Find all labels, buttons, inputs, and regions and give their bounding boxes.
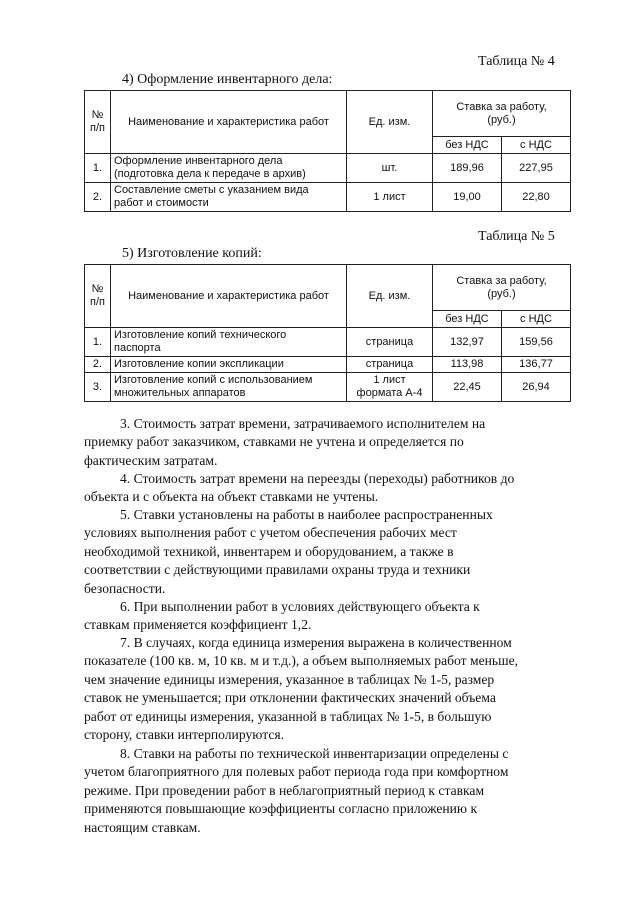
table-row	[85, 328, 571, 357]
header-rate: Ставка за работу, (руб.)	[433, 91, 571, 137]
table4-heading: 4) Оформление инвентарного дела:	[122, 72, 333, 87]
row-no-vat: 132,97	[433, 328, 502, 357]
header-name: Наименование и характеристика работ	[111, 265, 347, 328]
row-name: Изготовление копии экспликации	[111, 357, 347, 373]
row-unit: страница	[347, 328, 433, 357]
note-8: 8. Ставки на работы по технической инвентаризации определены с учетом благоприятного для полевых работ периода года при комфортном режиме. При проведении работ в неблагоприятный период к ставкам применяются повышающие коэффициенты согласно приложению к настоящим ставкам.	[84, 746, 509, 835]
row-num: 1.	[85, 154, 111, 183]
row-no-vat: 19,00	[433, 183, 502, 212]
row-vat: 136,77	[502, 357, 571, 373]
table5-heading: 5) Изготовление копий:	[122, 246, 262, 261]
row-no-vat: 113,98	[433, 357, 502, 373]
row-unit: шт.	[347, 154, 433, 183]
row-name: Изготовление копий с использованием множительных аппаратов	[111, 373, 347, 402]
table-row	[85, 357, 571, 373]
table4-caption: Таблица № 4	[478, 54, 555, 69]
row-name: Составление сметы с указанием вида работ и стоимости	[111, 183, 347, 212]
table-row	[85, 154, 571, 183]
note-4: 4. Стоимость затрат времени на переезды (переходы) работников до объекта и с объекта на объект ставками не учтены.	[84, 471, 515, 505]
row-num: 2.	[85, 357, 111, 373]
header-no-vat: без НДС	[433, 137, 502, 154]
note-5: 5. Ставки установлены на работы в наиболее распространенных условиях выполнения работ с учетом обеспечения рабочих мест необходимой техникой, инвентарем и оборудованием, а также в соответствии с действующими правилами охраны труда и техники безопасности.	[84, 507, 493, 596]
note-7: 7. В случаях, когда единица измерения выражена в количественном показателе (100 кв. м, 10 кв. м и т.д.), а объем выполняемых работ меньше, чем значение единицы измерения, указанное в таблицах № 1-5, размер ставок не уменьшается; при отклонении фактических значений объема работ от единицы измерения, указанной в таблицах № 1-5, в большую сторону, ставки интерполируются.	[84, 635, 519, 743]
note-6: 6. При выполнении работ в условиях действующего объекта к ставкам применяется коэффициент 1,2.	[84, 599, 480, 633]
row-vat: 227,95	[502, 154, 571, 183]
table-row	[85, 183, 571, 212]
table5-caption: Таблица № 5	[478, 229, 555, 244]
header-unit: Ед. изм.	[347, 91, 433, 154]
table4	[84, 90, 571, 212]
note-3: 3. Стоимость затрат времени, затрачиваемого исполнителем на приемку работ заказчиком, ставками не учтена и определяется по фактическим затратам.	[84, 416, 486, 468]
header-num: № п/п	[85, 91, 111, 154]
row-vat: 22,80	[502, 183, 571, 212]
row-vat: 159,56	[502, 328, 571, 357]
row-name: Изготовление копий технического паспорта	[111, 328, 347, 357]
row-no-vat: 22,45	[433, 373, 502, 402]
header-rate: Ставка за работу, (руб.)	[433, 265, 571, 311]
row-num: 2.	[85, 183, 111, 212]
header-vat: с НДС	[502, 311, 571, 328]
table5	[84, 264, 571, 402]
header-vat: с НДС	[502, 137, 571, 154]
table-row	[85, 373, 571, 402]
row-num: 3.	[85, 373, 111, 402]
header-name: Наименование и характеристика работ	[111, 91, 347, 154]
row-unit: 1 лист формата А-4	[347, 373, 433, 402]
row-num: 1.	[85, 328, 111, 357]
header-unit: Ед. изм.	[347, 265, 433, 328]
row-no-vat: 189,96	[433, 154, 502, 183]
row-vat: 26,94	[502, 373, 571, 402]
row-name: Оформление инвентарного дела (подготовка дела к передаче в архив)	[111, 154, 347, 183]
header-no-vat: без НДС	[433, 311, 502, 328]
row-unit: 1 лист	[347, 183, 433, 212]
row-unit: страница	[347, 357, 433, 373]
header-num: № п/п	[85, 265, 111, 328]
